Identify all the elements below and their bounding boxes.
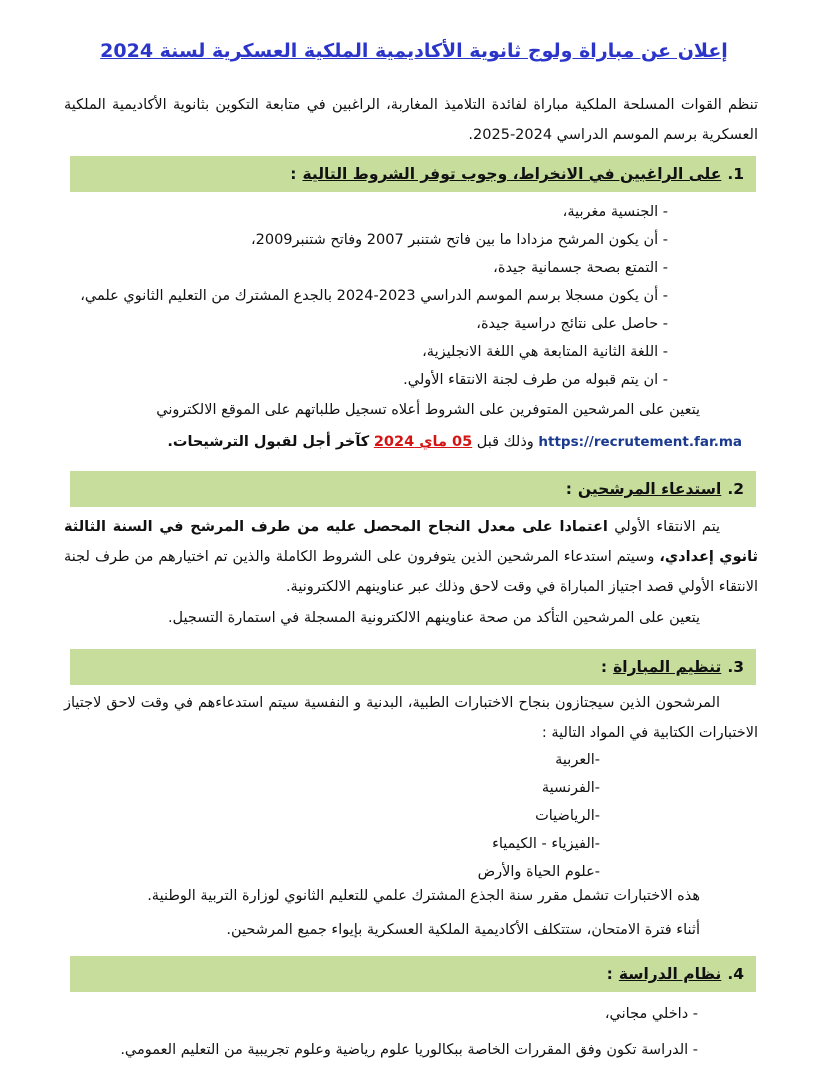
selection-rest-text: وسيتم استدعاء المرشحين الذين يتوفرون على الشروط الكاملة والذين تم اختيارهم من طرف لجنة الانتقاء الأولي قصد اجتياز المباراة في وقت لاحق وذلك عبر عناوينهم الالكترونية. bbox=[64, 549, 758, 595]
selection-text: يتم الانتقاء الأولي bbox=[614, 519, 720, 535]
list-item: -الفرنسية bbox=[541, 780, 600, 796]
conditions-list bbox=[60, 198, 668, 394]
list-item: - التمتع بصحة جسمانية جيدة، bbox=[493, 260, 668, 276]
list-item: - اللغة الثانية المتابعة هي اللغة الانجليزية، bbox=[422, 344, 668, 360]
email-check-note: يتعين على المرشحين التأكد من صحة عناوينهم الالكترونية المسجلة في استمارة التسجيل. bbox=[167, 610, 700, 626]
selection-paragraph bbox=[64, 512, 758, 602]
deadline-prefix: وذلك قبل bbox=[476, 434, 534, 450]
study-system-list bbox=[60, 996, 698, 1068]
list-item: - أن يكون المرشح مزدادا ما بين فاتح شتنبر 2007 وفاتح شتنبر2009، bbox=[250, 232, 668, 248]
section-heading: على الراغبين في الانخراط، وجوب توفر الشروط التالية bbox=[302, 165, 722, 183]
section-colon: : bbox=[565, 480, 572, 498]
registration-note: يتعين على المرشحين المتوفرين على الشروط أعلاه تسجيل طلباتهم على الموقع الالكتروني bbox=[156, 402, 700, 418]
section-heading: تنظيم المباراة bbox=[613, 658, 722, 676]
page-title: إعلان عن مباراة ولوج ثانوية الأكاديمية الملكية العسكرية لسنة 2024 bbox=[100, 40, 728, 62]
section-1-header bbox=[70, 156, 756, 192]
list-item: - أن يكون مسجلا برسم الموسم الدراسي 2023-2024 بالجدع المشترك من التعليم الثانوي علمي، bbox=[80, 288, 668, 304]
list-item: -العربية bbox=[555, 752, 600, 768]
intro-paragraph: تنظم القوات المسلحة الملكية مباراة لفائدة التلاميذ المغاربة، الراغبين في متابعة التكوين بثانوية الأكاديمية الملكية العسكرية برسم الموسم الدراسي 2024-2025. bbox=[64, 97, 758, 143]
housing-note: أثناء فترة الامتحان، ستتكلف الأكاديمية الملكية العسكرية بإيواء جميع المرشحين. bbox=[226, 922, 700, 938]
list-item: - حاصل على نتائج دراسية جيدة، bbox=[476, 316, 668, 332]
registration-link[interactable]: https://recrutement.far.ma bbox=[538, 434, 742, 450]
section-colon: : bbox=[290, 165, 297, 183]
list-item: - الجنسية مغربية، bbox=[562, 204, 668, 220]
section-3-header bbox=[70, 649, 756, 685]
section-colon: : bbox=[600, 658, 608, 676]
selection-bold-text: اعتمادا على معدل النجاح المحصل عليه من طرف المرشح في السنة الثالثة ثانوي إعدادي، bbox=[64, 519, 758, 565]
list-item: - الدراسة تكون وفق المقررات الخاصة ببكالوريا علوم رياضية وعلوم تجريبية من التعليم العمومي. bbox=[120, 1042, 698, 1058]
section-number: 1. bbox=[727, 165, 744, 183]
list-item: - ان يتم قبوله من طرف لجنة الانتقاء الأولي. bbox=[403, 372, 668, 388]
subjects-list bbox=[60, 746, 600, 886]
deadline-suffix: كآخر أجل لقبول الترشيحات. bbox=[167, 434, 370, 450]
section-4-header bbox=[70, 956, 756, 992]
list-item: -الفيزياء - الكيمياء bbox=[492, 836, 600, 852]
section-number: 3. bbox=[727, 658, 744, 676]
section-heading: استدعاء المرشحين bbox=[577, 480, 722, 498]
section-colon: : bbox=[606, 965, 613, 983]
section-2-header bbox=[70, 471, 756, 507]
list-item: -الرياضيات bbox=[535, 808, 600, 824]
section-heading: نظام الدراسة bbox=[618, 965, 722, 983]
deadline-date: 05 ماي 2024 bbox=[373, 434, 473, 450]
registration-deadline-line bbox=[167, 434, 742, 450]
exam-paragraph bbox=[64, 688, 758, 748]
list-item: -علوم الحياة والأرض bbox=[477, 864, 600, 880]
list-item: - داخلي مجاني، bbox=[604, 1006, 698, 1022]
section-number: 4. bbox=[727, 965, 744, 983]
exam-text: المرشحون الذين سيجتازون بنجاح الاختبارات الطبية، البدنية و النفسية سيتم استدعاءهم في وقت لاحق لاجتياز الاختبارات الكتابية في المواد التالية : bbox=[64, 695, 758, 741]
section-number: 2. bbox=[727, 480, 744, 498]
curriculum-note: هذه الاختبارات تشمل مقرر سنة الجذع المشترك علمي للتعليم الثانوي لوزارة التربية الوطنية. bbox=[147, 888, 700, 904]
